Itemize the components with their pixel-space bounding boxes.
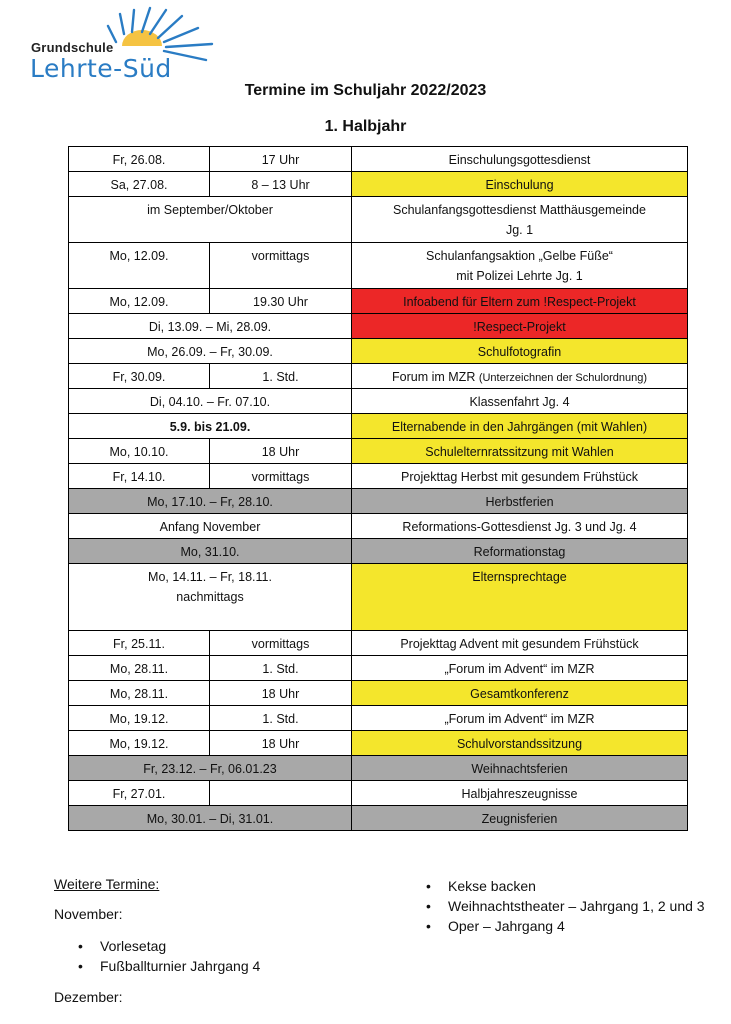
event-cell: Gesamtkonferenz: [352, 681, 688, 706]
date-text-line2: nachmittags: [176, 590, 244, 604]
event-cell: Reformations-Gottesdienst Jg. 3 und Jg. 4: [352, 514, 688, 539]
event-cell: „Forum im Advent“ im MZR: [352, 656, 688, 681]
date-cell: Fr, 27.01.: [69, 781, 210, 806]
table-row: [69, 147, 688, 172]
december-label: Dezember:: [54, 989, 123, 1005]
time-cell: 1. Std.: [210, 706, 352, 731]
time-cell: 1. Std.: [210, 364, 352, 389]
table-row: [69, 364, 688, 389]
event-text: Schulanfangsaktion „Gelbe Füße“: [426, 249, 613, 263]
table-row: [69, 172, 688, 197]
table-row: [69, 681, 688, 706]
event-cell: Projekttag Herbst mit gesundem Frühstück: [352, 464, 688, 489]
date-cell: Fr, 26.08.: [69, 147, 210, 172]
time-cell: 18 Uhr: [210, 731, 352, 756]
event-cell: Klassenfahrt Jg. 4: [352, 389, 688, 414]
logo-school-type: Grundschule: [31, 40, 114, 55]
further-dates-heading: [54, 876, 159, 892]
schedule-table: [68, 146, 688, 831]
date-cell: Fr, 14.10.: [69, 464, 210, 489]
time-cell: 18 Uhr: [210, 439, 352, 464]
time-cell: vormittags: [210, 243, 352, 289]
event-cell: Projekttag Advent mit gesundem Frühstück: [352, 631, 688, 656]
table-row: [69, 489, 688, 514]
table-row: [69, 339, 688, 364]
date-cell: Mo, 26.09. – Fr, 30.09.: [69, 339, 352, 364]
event-cell: Einschulungsgottesdienst: [352, 147, 688, 172]
event-note: (Unterzeichnen der Schulordnung): [478, 372, 647, 384]
date-cell: Mo, 19.12.: [69, 731, 210, 756]
event-cell: Schulelternratssitzung mit Wahlen: [352, 439, 688, 464]
november-list: [76, 936, 260, 976]
time-cell: vormittags: [210, 631, 352, 656]
date-text: Mo, 14.11. – Fr, 18.11.: [148, 570, 272, 584]
event-cell: [352, 364, 688, 389]
time-cell: 17 Uhr: [210, 147, 352, 172]
date-cell: Fr, 30.09.: [69, 364, 210, 389]
event-cell: Halbjahreszeugnisse: [352, 781, 688, 806]
table-row: [69, 197, 688, 243]
table-row: [69, 564, 688, 631]
time-cell: 19.30 Uhr: [210, 289, 352, 314]
date-cell: Mo, 28.11.: [69, 681, 210, 706]
event-cell: !Respect-Projekt: [352, 314, 688, 339]
event-cell: Elternabende in den Jahrgängen (mit Wahlen): [352, 414, 688, 439]
table-row: [69, 656, 688, 681]
date-cell: Mo, 12.09.: [69, 289, 210, 314]
date-cell: im September/Oktober: [69, 197, 352, 243]
list-item: • Weihnachtstheater – Jahrgang 1, 2 und 3: [424, 896, 714, 916]
event-cell: Weihnachtsferien: [352, 756, 688, 781]
date-cell: Anfang November: [69, 514, 352, 539]
table-row: [69, 756, 688, 781]
logo-school-name: Lehrte-Süd: [30, 54, 172, 83]
date-cell: Fr, 23.12. – Fr, 06.01.23: [69, 756, 352, 781]
date-cell: Fr, 25.11.: [69, 631, 210, 656]
event-text-line2: Jg. 1: [505, 223, 534, 237]
table-row: [69, 539, 688, 564]
date-cell: Mo, 31.10.: [69, 539, 352, 564]
list-item: • Oper – Jahrgang 4: [424, 916, 714, 936]
table-row: [69, 781, 688, 806]
table-row: [69, 706, 688, 731]
event-cell: Einschulung: [352, 172, 688, 197]
table-row: [69, 389, 688, 414]
time-cell: 8 – 13 Uhr: [210, 172, 352, 197]
event-cell: Elternsprechtage: [352, 564, 688, 631]
further-dates-title: Weitere Termine:: [54, 876, 160, 892]
page-subtitle: 1. Halbjahr: [324, 118, 407, 135]
event-text-line2: mit Polizei Lehrte Jg. 1: [456, 269, 583, 283]
november-label: November:: [54, 906, 123, 922]
time-cell: [210, 781, 352, 806]
date-cell: [69, 564, 352, 631]
table-row: [69, 439, 688, 464]
event-cell: Infoabend für Eltern zum !Respect-Projekt: [352, 289, 688, 314]
page-title: Termine im Schuljahr 2022/2023: [244, 82, 487, 99]
date-cell: Mo, 17.10. – Fr, 28.10.: [69, 489, 352, 514]
table-row: [69, 414, 688, 439]
december-list: [424, 876, 714, 936]
table-row: [69, 806, 688, 831]
table-row: [69, 731, 688, 756]
list-item: • Vorlesetag: [76, 936, 260, 956]
event-cell: Zeugnisferien: [352, 806, 688, 831]
date-cell: Mo, 30.01. – Di, 31.01.: [69, 806, 352, 831]
date-cell: Sa, 27.08.: [69, 172, 210, 197]
event-cell: Schulfotografin: [352, 339, 688, 364]
event-text: Schulanfangsgottesdienst Matthäusgemeinde: [393, 203, 646, 217]
date-cell: Di, 13.09. – Mi, 28.09.: [69, 314, 352, 339]
event-cell: [352, 197, 688, 243]
date-cell: Mo, 10.10.: [69, 439, 210, 464]
time-cell: 1. Std.: [210, 656, 352, 681]
event-cell: „Forum im Advent“ im MZR: [352, 706, 688, 731]
date-cell: 5.9. bis 21.09.: [69, 414, 352, 439]
school-logo: [26, 4, 226, 84]
event-cell: Reformationstag: [352, 539, 688, 564]
table-row: [69, 464, 688, 489]
time-cell: 18 Uhr: [210, 681, 352, 706]
event-cell: [352, 243, 688, 289]
table-row: [69, 314, 688, 339]
list-item: • Fußballturnier Jahrgang 4: [76, 956, 260, 976]
date-cell: Di, 04.10. – Fr. 07.10.: [69, 389, 352, 414]
event-text: Forum im MZR: [392, 370, 476, 384]
event-cell: Herbstferien: [352, 489, 688, 514]
table-row: [69, 631, 688, 656]
date-cell: Mo, 28.11.: [69, 656, 210, 681]
date-cell: Mo, 12.09.: [69, 243, 210, 289]
event-cell: Schulvorstandssitzung: [352, 731, 688, 756]
table-row: [69, 289, 688, 314]
time-cell: vormittags: [210, 464, 352, 489]
table-row: [69, 243, 688, 289]
list-item: • Kekse backen: [424, 876, 714, 896]
date-cell: Mo, 19.12.: [69, 706, 210, 731]
table-row: [69, 514, 688, 539]
